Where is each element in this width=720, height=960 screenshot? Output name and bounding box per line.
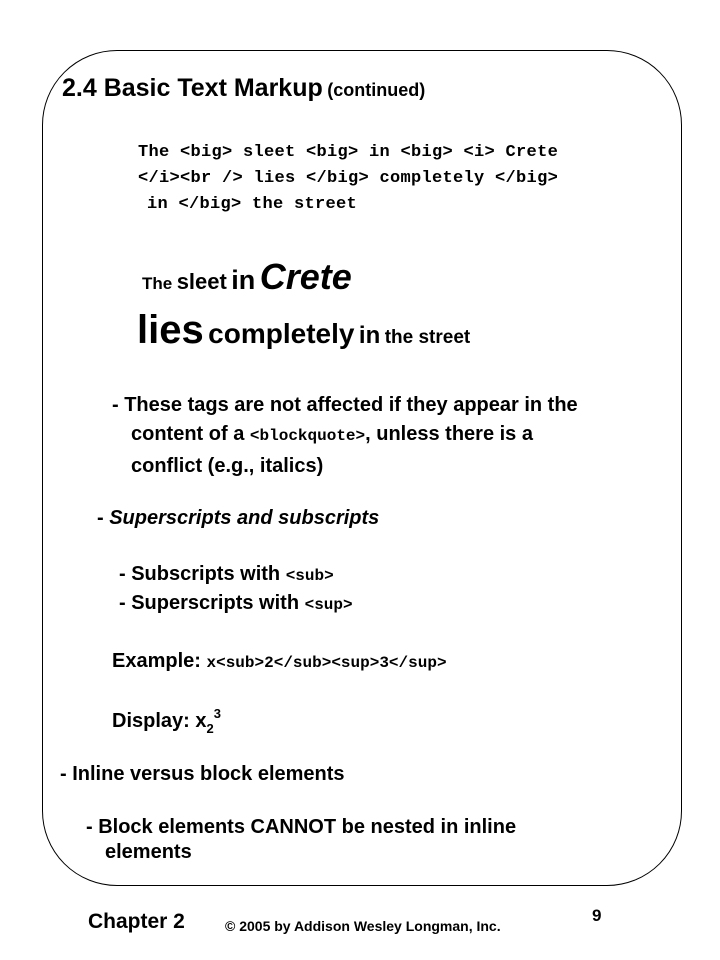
rendered-completely: completely: [208, 318, 355, 349]
rendered-the: The: [142, 274, 173, 293]
rendered-crete: Crete: [259, 256, 352, 297]
rendered-line-2: [137, 308, 470, 353]
bullet-blockquote-line-1: - These tags are not affected if they appear in the: [112, 394, 578, 416]
superscripts-text: - Superscripts with: [119, 592, 300, 614]
subscripts-bullet: [119, 563, 334, 586]
display-label: Display:: [112, 710, 190, 732]
display-line: [112, 706, 221, 736]
rendered-lies: lies: [137, 308, 204, 352]
superscripts-heading: [97, 507, 379, 530]
code-line-3: in </big> the street: [147, 195, 358, 214]
rendered-in-2: in: [358, 322, 381, 349]
subscripts-text: - Subscripts with: [119, 563, 281, 585]
inline-block-heading: - Inline versus block elements: [60, 763, 345, 785]
bullet-blockquote-post: , unless there is a: [365, 423, 533, 445]
display-sub: 2: [206, 721, 214, 736]
sub-tag: <sub>: [285, 567, 334, 585]
example-label: Example:: [112, 650, 201, 672]
blockquote-tag: <blockquote>: [249, 427, 366, 445]
bullet-blockquote-pre: content of a: [131, 423, 245, 445]
footer-chapter: Chapter 2: [88, 910, 185, 933]
slide-title: [62, 74, 425, 103]
bullet-blockquote-line-2: [131, 423, 533, 446]
sup-tag: <sup>: [304, 596, 353, 614]
code-line-1: The <big> sleet <big> in <big> <i> Crete: [138, 143, 559, 162]
page-number: 9: [592, 906, 602, 925]
title-suffix: (continued): [327, 80, 426, 100]
superscripts-bullet: [119, 592, 353, 615]
rendered-the-street: the street: [384, 327, 471, 348]
title-main: 2.4 Basic Text Markup: [62, 74, 323, 102]
block-rule-line-1: - Block elements CANNOT be nested in inline: [86, 816, 517, 838]
code-line-2: </i><br /> lies </big> completely </big>: [138, 169, 559, 188]
display-sup: 3: [213, 706, 221, 721]
rendered-sleet: sleet: [176, 269, 227, 294]
block-rule-line-2: elements: [105, 841, 192, 863]
superscripts-heading-text: Superscripts and subscripts: [109, 507, 380, 529]
example-code: x<sub>2</sub><sup>3</sup>: [206, 654, 447, 672]
display-base: x: [195, 710, 207, 732]
bullet-blockquote-line-3: conflict (e.g., italics): [131, 455, 324, 477]
example-line: [112, 650, 447, 673]
rendered-in: in: [231, 265, 256, 295]
footer-copyright: © 2005 by Addison Wesley Longman, Inc.: [225, 918, 501, 934]
rendered-line-1: [142, 256, 352, 298]
superscripts-heading-dash: -: [97, 507, 110, 529]
